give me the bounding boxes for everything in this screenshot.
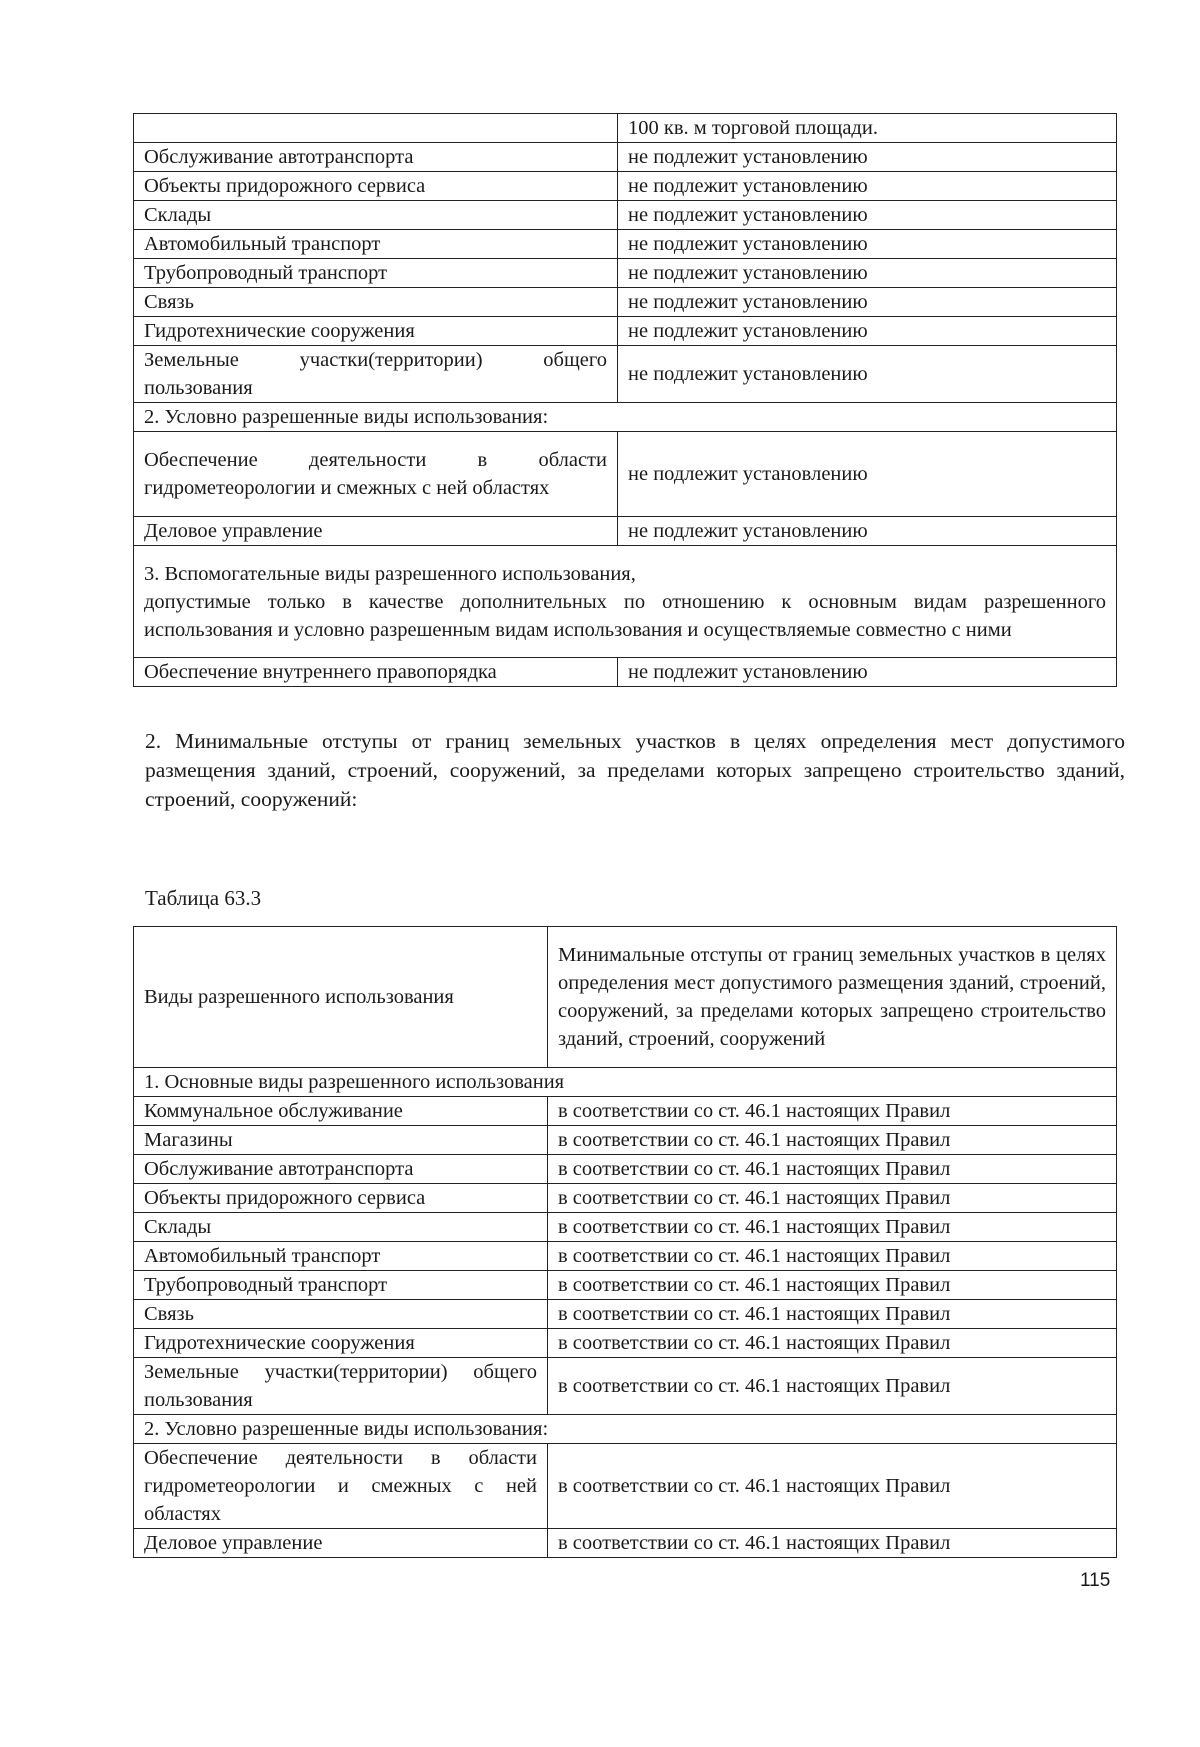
permitted-use-parameters-table [133, 113, 1117, 687]
table-cell-value: в соответствии со ст. 46.1 настоящих Правил [548, 1271, 1117, 1300]
table-cell-value: в соответствии со ст. 46.1 настоящих Правил [548, 1358, 1117, 1415]
table-cell-use-name: Трубопроводный транспорт [134, 1271, 548, 1300]
table-cell-value: не подлежит установлению [618, 143, 1117, 172]
table-cell-value: не подлежит установлению [618, 288, 1117, 317]
table-cell-use-name: Автомобильный транспорт [134, 1242, 548, 1271]
table-cell-use-name: Связь [134, 288, 618, 317]
table-cell-use-name: Объекты придорожного сервиса [134, 1184, 548, 1213]
table-cell-use-name: Трубопроводный транспорт [134, 259, 618, 288]
table-cell-use-name: Склады [134, 1213, 548, 1242]
table-cell-value: в соответствии со ст. 46.1 настоящих Правил [548, 1184, 1117, 1213]
section-heading-main-uses: 1. Основные виды разрешенного использования [134, 1068, 1117, 1097]
table-cell-use-name: Склады [134, 201, 618, 230]
table-cell-empty [134, 114, 618, 143]
setback-table [133, 926, 1117, 1558]
page-number: 115 [1080, 1570, 1111, 1591]
section-heading-line: 3. Вспомогательные виды разрешенного использования, [144, 562, 636, 585]
table-cell-use-name: Гидротехнические сооружения [134, 1329, 548, 1358]
table-cell-value: в соответствии со ст. 46.1 настоящих Правил [548, 1126, 1117, 1155]
table-cell-value: не подлежит установлению [618, 432, 1117, 517]
table-cell-value: не подлежит установлению [618, 201, 1117, 230]
section-heading-auxiliary-uses [134, 546, 1117, 658]
table-cell-use-name: Коммунальное обслуживание [134, 1097, 548, 1126]
table-cell-value: в соответствии со ст. 46.1 настоящих Правил [548, 1529, 1117, 1558]
table-cell-value: в соответствии со ст. 46.1 настоящих Правил [548, 1155, 1117, 1184]
section-heading-conditional-uses: 2. Условно разрешенные виды использования: [134, 1415, 1117, 1444]
table-cell-use-name: Деловое управление [134, 1529, 548, 1558]
table-header-use-types: Виды разрешенного использования [134, 927, 548, 1068]
table-cell-use-name: Обслуживание автотранспорта [134, 143, 618, 172]
setback-paragraph: 2. Минимальные отступы от границ земельных участков в целях определения мест допустимого размещения зданий, строений, сооружений, за пределами которых запрещено строительство зданий, строений, сооружений: [145, 729, 1125, 811]
table-cell-value: в соответствии со ст. 46.1 настоящих Правил [548, 1300, 1117, 1329]
section-heading-conditional-uses: 2. Условно разрешенные виды использования: [134, 403, 1117, 432]
table-cell-value: не подлежит установлению [618, 346, 1117, 403]
table-cell: 100 кв. м торговой площади. [618, 114, 1117, 143]
table-cell-value: не подлежит установлению [618, 658, 1117, 687]
table-cell-value: не подлежит установлению [618, 259, 1117, 288]
table-cell-value: в соответствии со ст. 46.1 настоящих Правил [548, 1242, 1117, 1271]
table-cell-use-name: Земельные участки(территории) общего пользования [134, 346, 618, 403]
table-cell-use-name: Магазины [134, 1126, 548, 1155]
table-cell-value: не подлежит установлению [618, 317, 1117, 346]
table-cell-use-name: Обеспечение внутреннего правопорядка [134, 658, 618, 687]
section-heading-text: допустимые только в качестве дополнительных по отношению к основным видам разрешенного использования и условно разрешенным видам использования и осуществляемые совместно с ними [144, 590, 1106, 641]
table-cell-value: в соответствии со ст. 46.1 настоящих Правил [548, 1444, 1117, 1529]
table-cell-use-name: Гидротехнические сооружения [134, 317, 618, 346]
table-cell-use-name: Земельные участки(территории) общего пользования [134, 1358, 548, 1415]
table-cell-value: в соответствии со ст. 46.1 настоящих Правил [548, 1329, 1117, 1358]
table-cell-value: не подлежит установлению [618, 172, 1117, 201]
table-cell-value: не подлежит установлению [618, 230, 1117, 259]
table-cell-value: в соответствии со ст. 46.1 настоящих Правил [548, 1097, 1117, 1126]
table-cell-value: в соответствии со ст. 46.1 настоящих Правил [548, 1213, 1117, 1242]
table-header-setbacks: Минимальные отступы от границ земельных участков в целях определения мест допустимого размещения зданий, строений, сооружений, за пределами которых запрещено строительство зданий, строений, сооружений [548, 927, 1117, 1068]
table-cell-use-name: Деловое управление [134, 517, 618, 546]
table-cell-value: не подлежит установлению [618, 517, 1117, 546]
table-cell-use-name: Обслуживание автотранспорта [134, 1155, 548, 1184]
table-caption: Таблица 63.3 [145, 886, 262, 910]
table-cell-use-name: Обеспечение деятельности в области гидрометеорологии и смежных с ней областях [134, 432, 618, 517]
table-cell-use-name: Обеспечение деятельности в области гидрометеорологии и смежных с ней областях [134, 1444, 548, 1529]
table-cell-use-name: Автомобильный транспорт [134, 230, 618, 259]
table-cell-use-name: Связь [134, 1300, 548, 1329]
table-cell-use-name: Объекты придорожного сервиса [134, 172, 618, 201]
